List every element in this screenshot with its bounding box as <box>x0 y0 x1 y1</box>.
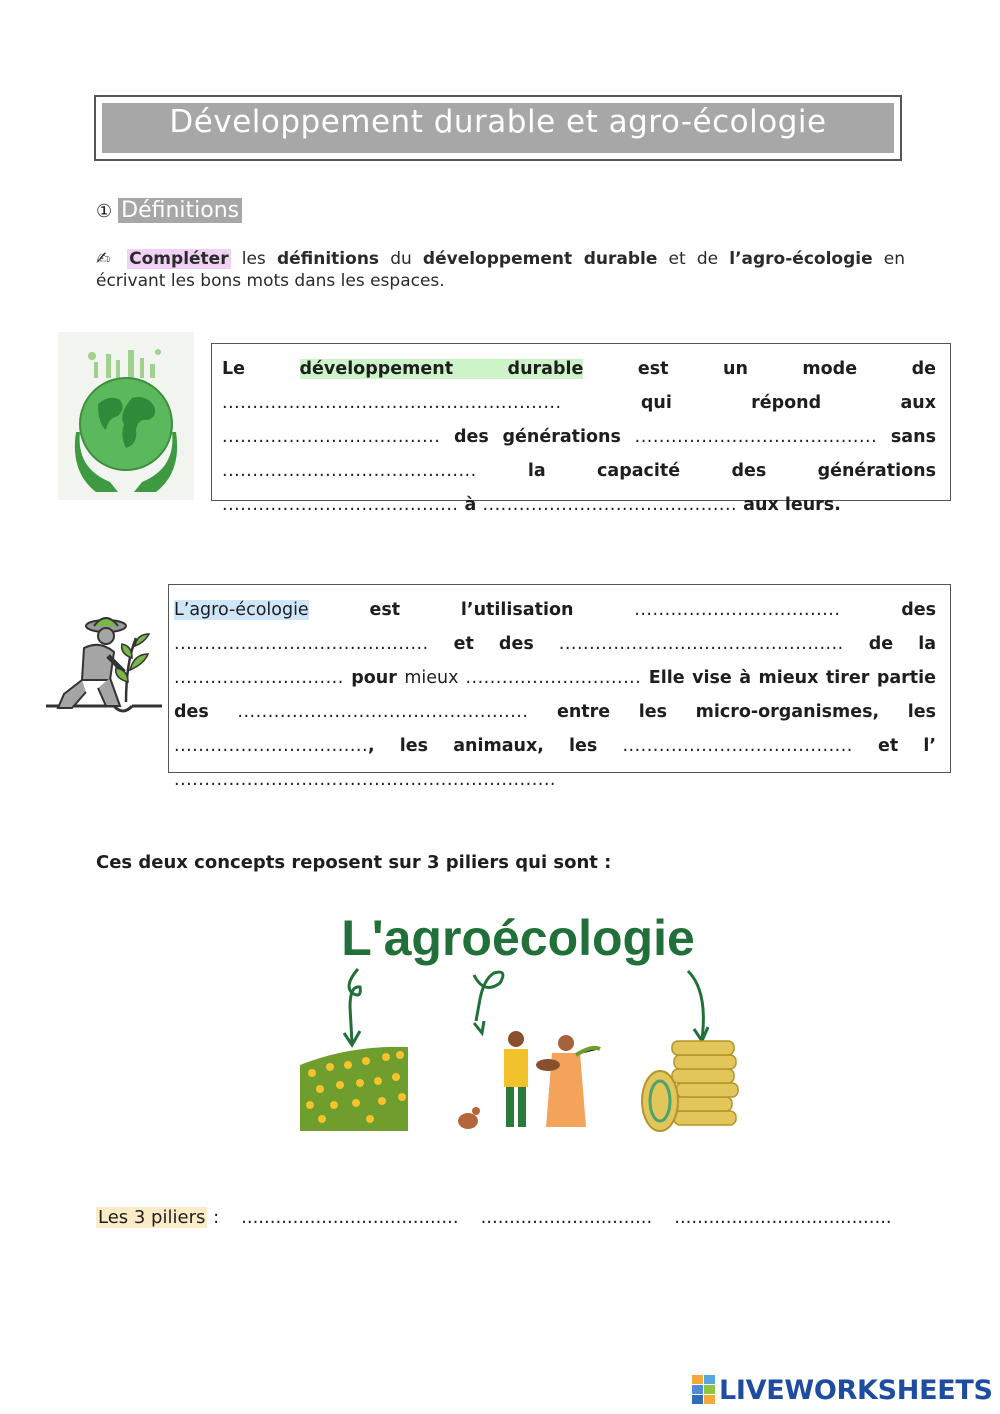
instruction-part: du <box>379 249 423 269</box>
text-part: qui répond aux <box>640 393 937 413</box>
text-part: mieux <box>404 668 466 688</box>
title-frame <box>94 95 902 161</box>
pillars-colon: : <box>207 1207 220 1228</box>
text-part: des <box>840 600 937 620</box>
text-part: est un mode de <box>583 359 936 379</box>
answer-blank[interactable]: .................................. <box>634 600 841 620</box>
instruction-part: en écrivant les bons mots dans les espaces. <box>96 249 906 291</box>
text-part: pour <box>343 668 405 688</box>
text-part: la capacité des générations <box>476 461 936 481</box>
instruction-bold: développement durable <box>422 249 658 269</box>
instruction-bold: l’agro-écologie <box>729 249 873 269</box>
text-part: des générations <box>440 427 635 447</box>
pillars-label: Les 3 piliers <box>98 1207 206 1228</box>
definition-text <box>222 352 936 522</box>
term-highlight: L’agro-écologie <box>174 600 309 620</box>
answer-blank[interactable]: .................................... <box>222 427 441 447</box>
pillars-answer-line <box>96 1205 892 1231</box>
pillar-blank-1[interactable]: ...................................... <box>241 1207 459 1228</box>
instruction-text <box>96 248 905 292</box>
section-label: Définitions <box>118 198 242 223</box>
farmer-icon <box>44 612 164 722</box>
coins-icon <box>642 1041 738 1131</box>
answer-blank[interactable]: .......................................... <box>174 634 429 654</box>
section-number: ① <box>96 201 113 222</box>
instruction-bold: définitions <box>276 249 380 269</box>
liveworksheets-logo[interactable] <box>692 1373 993 1407</box>
text-part: sans <box>890 427 936 447</box>
liveworksheets-brand: LIVEWORKSHEETS <box>719 1374 993 1406</box>
answer-blank[interactable]: ....................................... <box>222 495 459 515</box>
pencil-icon: ✍ <box>96 249 116 269</box>
instruction-verb: Compléter <box>129 249 229 269</box>
arrow-icon <box>344 969 708 1045</box>
sustainable-development-definition-box <box>211 343 951 515</box>
answer-blank[interactable]: ........................................ <box>634 427 878 447</box>
liveworksheets-logo-icon <box>692 1375 716 1405</box>
farmers-icon <box>458 1031 600 1129</box>
section-heading <box>96 196 242 227</box>
text-part: de la <box>843 634 936 654</box>
instruction-part: et de <box>657 249 730 269</box>
text-part: et des <box>453 634 559 654</box>
answer-blank[interactable]: .......................................... <box>482 495 738 515</box>
farmer-planting-illustration <box>44 612 164 722</box>
answer-blank[interactable]: ................................ <box>174 736 369 756</box>
globe-icon <box>58 332 194 500</box>
pillar-blank-3[interactable]: ...................................... <box>674 1207 892 1228</box>
globe-hands-illustration <box>58 332 194 500</box>
biodiversity-field-icon <box>300 1047 408 1131</box>
answer-blank[interactable]: ........................................................ <box>222 393 562 413</box>
answer-blank[interactable]: ............................ <box>174 668 344 688</box>
answer-blank[interactable]: ............................................... <box>558 634 844 654</box>
concepts-sentence: Ces deux concepts reposent sur 3 piliers qui sont : <box>96 852 612 873</box>
answer-blank[interactable]: ...................................... <box>622 736 853 756</box>
text-part: et l’ <box>852 736 936 756</box>
text-part: est l’utilisation <box>308 600 635 620</box>
text-part: à <box>458 495 483 515</box>
instruction-part: les <box>230 249 277 269</box>
answer-blank[interactable]: ................................................ <box>237 702 529 722</box>
text-part: Le <box>222 359 300 379</box>
agroecology-definition-box <box>168 584 951 790</box>
answer-blank[interactable]: ............................................................... <box>174 770 556 790</box>
text-part: entre les micro-organismes, les <box>528 702 937 722</box>
page-title: Développement durable et agro-écologie <box>102 103 894 153</box>
pillar-blank-2[interactable]: .............................. <box>480 1207 653 1228</box>
definition-text <box>174 593 936 797</box>
text-part: aux leurs. <box>737 495 841 515</box>
answer-blank[interactable]: ............................. <box>465 668 642 688</box>
diagram-title: L'agroécologie <box>341 910 695 966</box>
text-part: Elle vise à mieux tirer partie des <box>174 668 937 722</box>
text-part: , les animaux, les <box>368 736 623 756</box>
agroecology-pillars-diagram <box>290 905 750 1145</box>
term-highlight: développement durable <box>299 359 584 379</box>
answer-blank[interactable]: .......................................... <box>222 461 477 481</box>
